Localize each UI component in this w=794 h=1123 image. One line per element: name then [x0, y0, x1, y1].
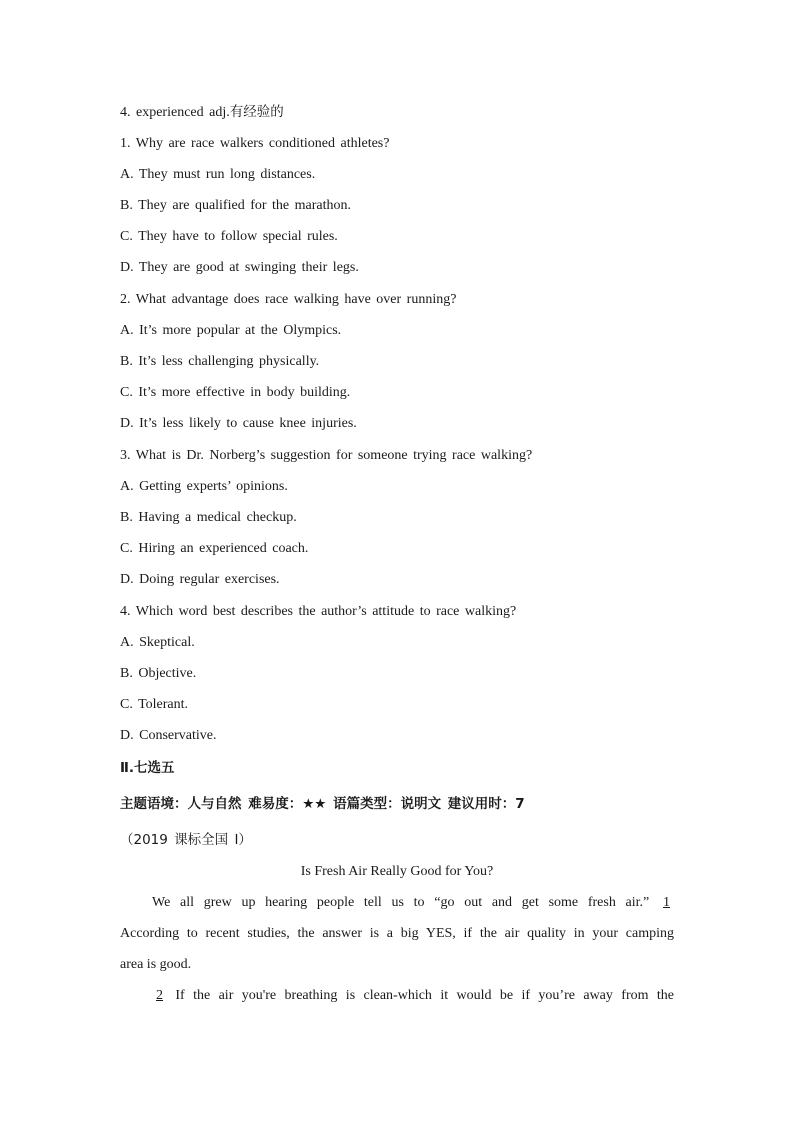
question-4-option-a: A. Skeptical.: [120, 635, 195, 650]
question-1-option-a: A. They must run long distances.: [120, 167, 316, 182]
passage-p1-line3: area is good.: [120, 957, 192, 972]
section-heading: Ⅱ.七选五: [120, 760, 175, 776]
passage-p2-line1-text: If the air you're breathing is clean-which it would be if you’re away from the: [175, 988, 674, 1003]
question-2-option-a: A. It’s more popular at the Olympics.: [120, 323, 342, 338]
passage-p1-line1: [120, 894, 674, 912]
section-source: （2019 课标全国 I）: [120, 832, 252, 848]
blank-2: 2: [156, 988, 163, 1003]
question-2-option-d: D. It’s less likely to cause knee injuries.: [120, 416, 357, 431]
question-4-stem: 4. Which word best describes the author’s attitude to race walking?: [120, 604, 517, 619]
question-4-option-b: B. Objective.: [120, 666, 197, 681]
vocab-item: [120, 103, 284, 122]
question-4-option-c: C. Tolerant.: [120, 697, 189, 712]
question-4-option-d: D. Conservative.: [120, 728, 217, 743]
question-1-stem: 1. Why are race walkers conditioned athletes?: [120, 136, 390, 151]
passage-title: Is Fresh Air Really Good for You?: [300, 864, 494, 879]
question-3-option-c: C. Hiring an experienced coach.: [120, 541, 309, 556]
question-3-stem: 3. What is Dr. Norberg’s suggestion for someone trying race walking?: [120, 448, 533, 463]
question-2-option-b: B. It’s less challenging physically.: [120, 354, 320, 369]
question-3-option-d: D. Doing regular exercises.: [120, 572, 280, 587]
passage-p1-line1-text: We all grew up hearing people tell us to “go out and get some fresh air.”: [152, 895, 650, 910]
question-1-option-d: D. They are good at swinging their legs.: [120, 260, 359, 275]
passage-p2-line1: [120, 987, 674, 1005]
passage-p1-line2: According to recent studies, the answer is a big YES, if the air quality in your camping: [120, 926, 674, 941]
question-2-option-c: C. It’s more effective in body building.: [120, 385, 351, 400]
section-meta: 主题语境：人与自然 难易度：★★ 语篇类型：说明文 建议用时：7: [120, 796, 525, 812]
question-1-option-c: C. They have to follow special rules.: [120, 229, 338, 244]
vocab-meaning: 有经验的: [229, 104, 284, 120]
question-3-option-b: B. Having a medical checkup.: [120, 510, 297, 525]
vocab-term: 4. experienced adj.: [120, 105, 230, 120]
question-1-option-b: B. They are qualified for the marathon.: [120, 198, 351, 213]
question-2-stem: 2. What advantage does race walking have over running?: [120, 292, 457, 307]
blank-1: 1: [663, 895, 670, 910]
question-3-option-a: A. Getting experts’ opinions.: [120, 479, 288, 494]
